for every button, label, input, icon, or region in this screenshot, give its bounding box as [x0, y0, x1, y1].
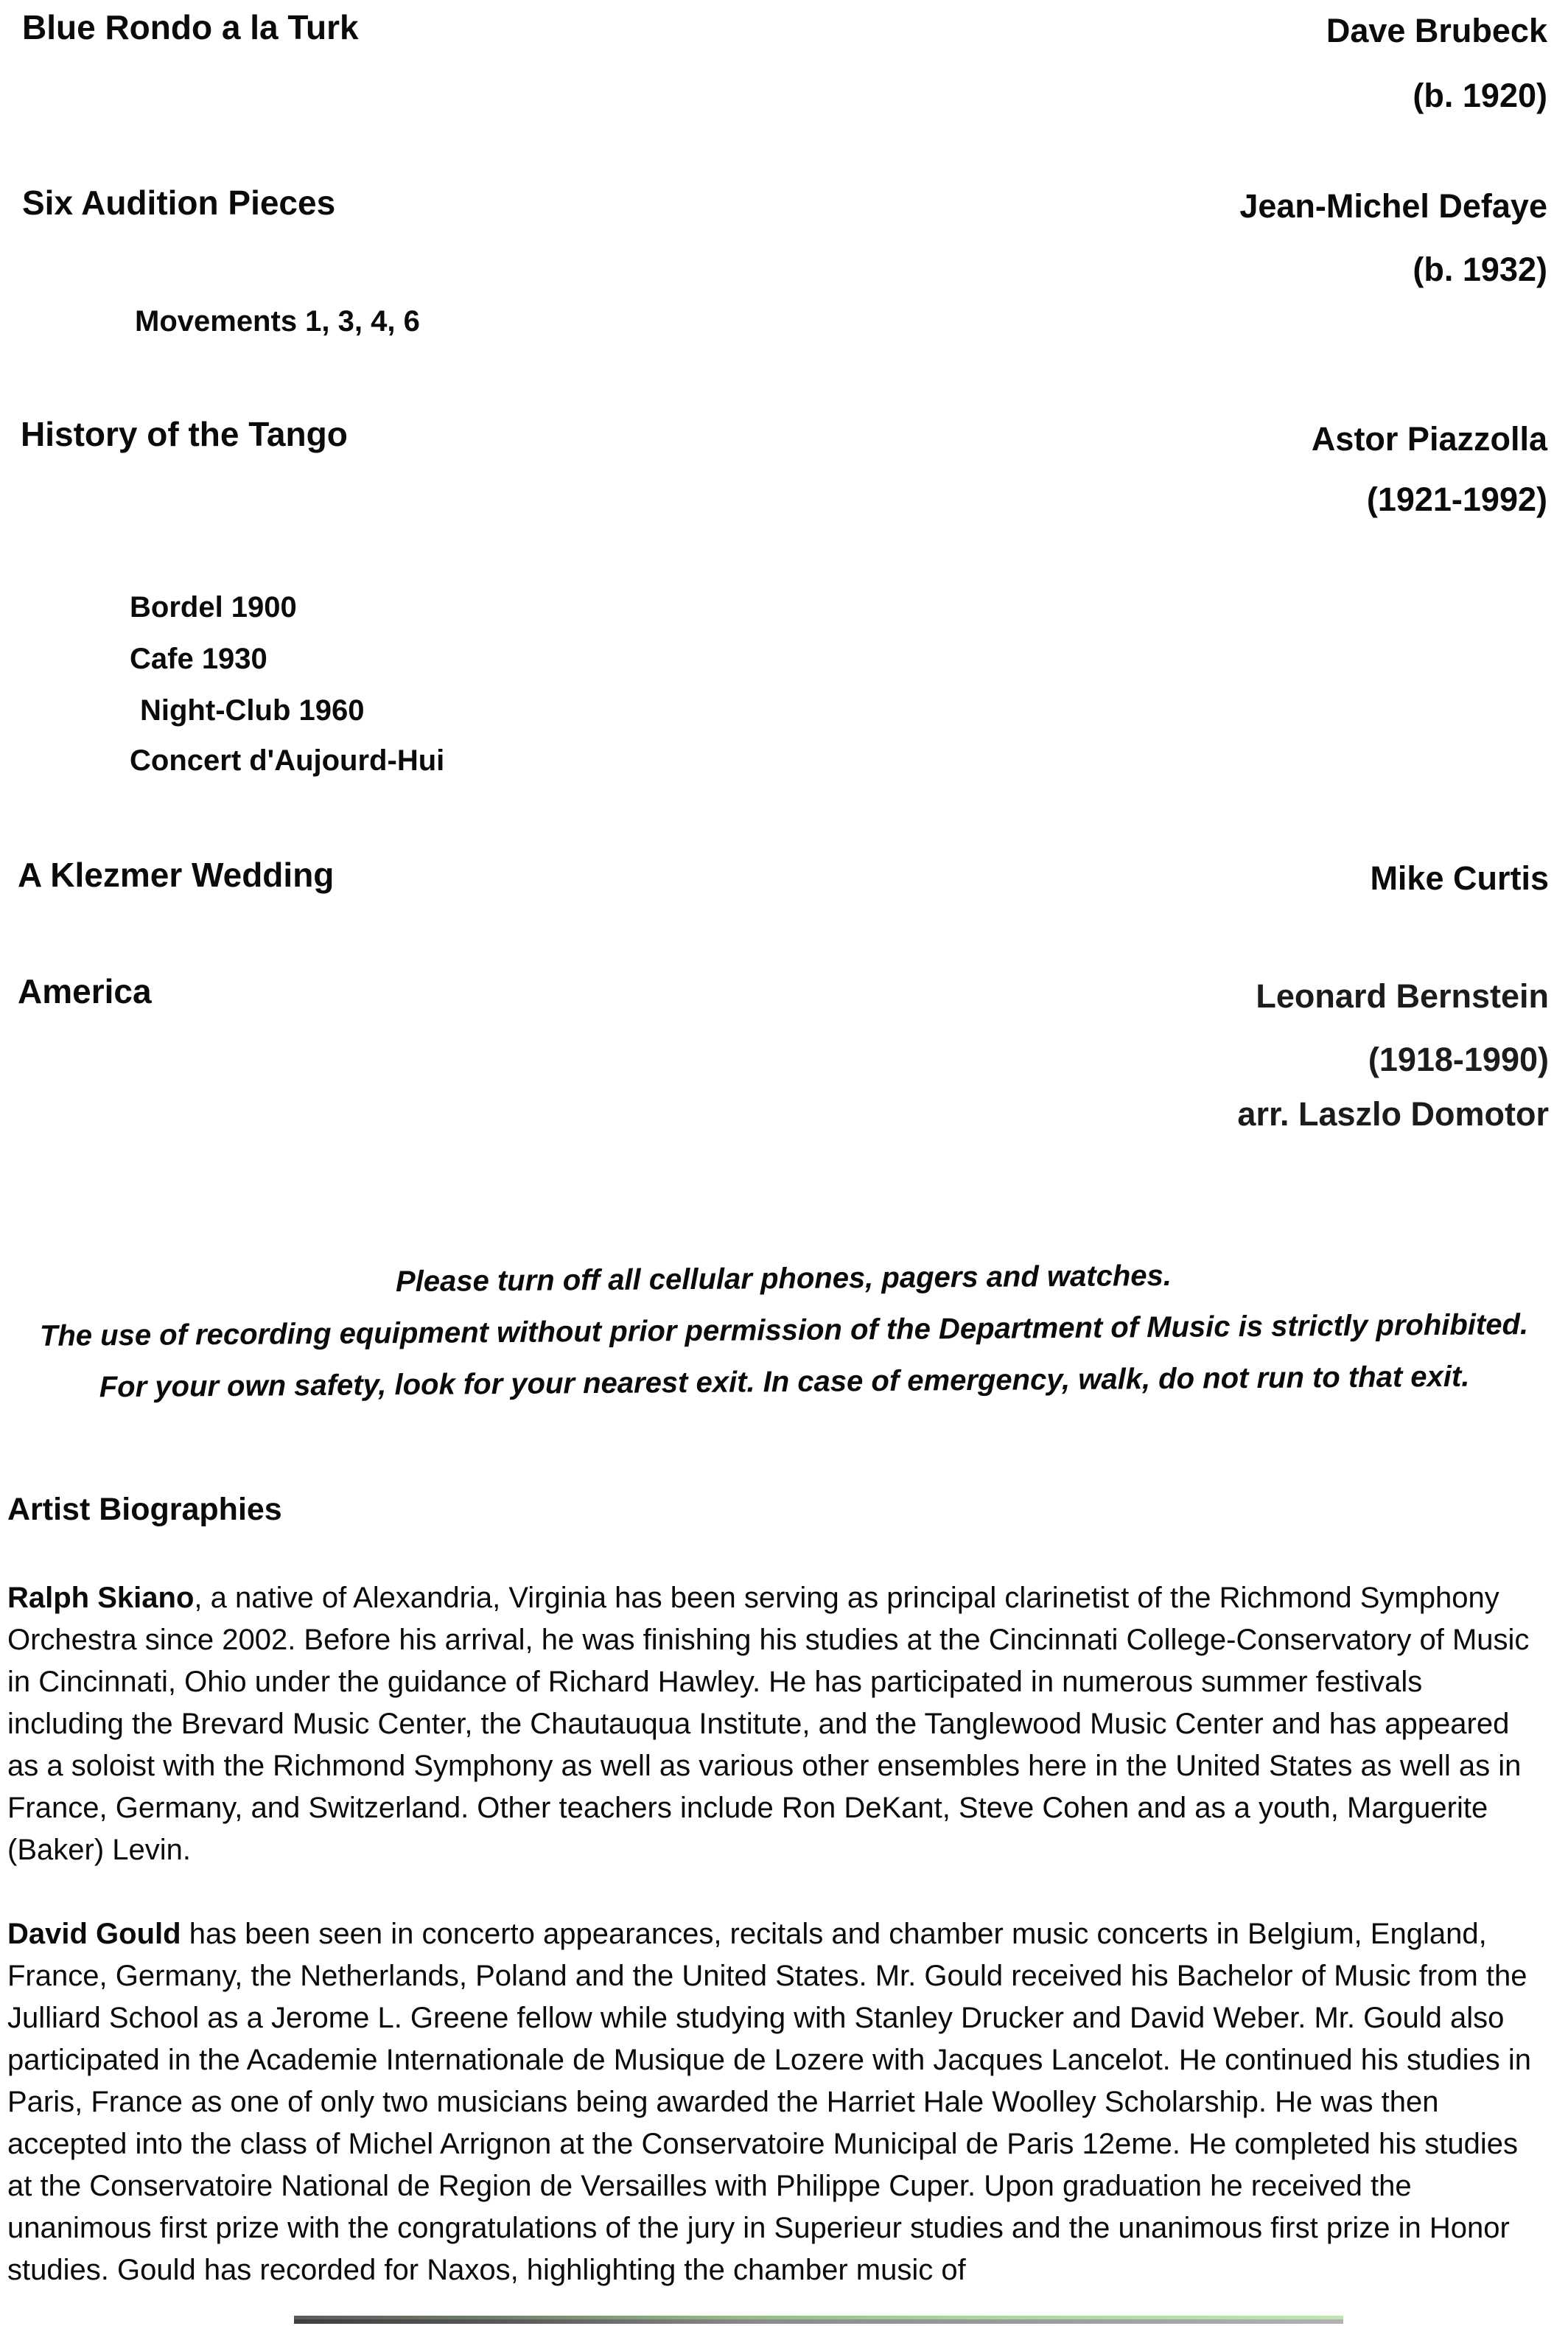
piece-3-title: History of the Tango: [21, 415, 348, 453]
tango-movement-3: Night-Club 1960: [140, 694, 365, 727]
piece-2-title: Six Audition Pieces: [22, 184, 336, 222]
scan-edge-artifact-gray-strip: [294, 2319, 1343, 2324]
piece-3-composer: Astor Piazzolla: [1311, 420, 1547, 458]
piece-2-composer-dates: (b. 1932): [1413, 251, 1547, 288]
bio-ralph-skiano: [7, 1577, 1546, 1871]
bio-ralph-skiano-name: Ralph Skiano: [7, 1582, 195, 1614]
piece-5-arranger: arr. Laszlo Domotor: [1237, 1095, 1549, 1133]
notice-line-phones: Please turn off all cellular phones, pagers and watches.: [395, 1259, 1172, 1299]
piece-3-composer-dates: (1921-1992): [1366, 481, 1547, 518]
notice-line-exit: For your own safety, look for your nearest exit. In case of emergency, walk, do not run to that exit.: [99, 1360, 1470, 1404]
piece-4-title: A Klezmer Wedding: [18, 856, 335, 894]
biographies-heading: Artist Biographies: [7, 1492, 282, 1527]
bio-david-gould-name: David Gould: [7, 1918, 181, 1950]
tango-movement-2: Cafe 1930: [130, 643, 267, 675]
piece-1-title: Blue Rondo a la Turk: [22, 8, 359, 46]
tango-movement-1: Bordel 1900: [130, 591, 297, 624]
audience-notice: [0, 1247, 1568, 1414]
notice-line-recording: The use of recording equipment without prior permission of the Department of Music is strictly prohibited.: [39, 1308, 1529, 1352]
piece-2-movements-line: Movements 1, 3, 4, 6: [135, 305, 420, 338]
scan-edge-artifact: [294, 2316, 1343, 2324]
piece-1-composer: Dave Brubeck: [1326, 12, 1547, 49]
bio-david-gould: [7, 1913, 1546, 2291]
piece-5-composer-dates: (1918-1990): [1368, 1041, 1549, 1078]
bio-ralph-skiano-text: , a native of Alexandria, Virginia has been serving as principal clarinetist of the Richmond Symphony Orchestra since 2002. Before his arrival, he was finishing his studies at the Cincinnati College-Conservatory of Music in Cincinnati, Ohio under the guidance of Richard Hawley. He has participated in numerous summer festivals including the Brevard Music Center, the Chautauqua Institute, and the Tanglewood Music Center and has appeared as a soloist with the Richmond Symphony as well as various other ensembles here in the United States as well as in France, Germany, and Switzerland. Other teachers include Ron DeKant, Steve Cohen and as a youth, Marguerite (Baker) Levin.: [7, 1582, 1530, 1866]
piece-1-composer-dates: (b. 1920): [1413, 77, 1547, 114]
piece-2-composer: Jean-Michel Defaye: [1239, 187, 1547, 225]
bio-david-gould-text: has been seen in concerto appearances, recitals and chamber music concerts in Belgium, England, France, Germany, the Netherlands, Poland and the United States. Mr. Gould received his Bachelor of Music from the Julliard School as a Jerome L. Greene fellow while studying with Stanley Drucker and David Weber. Mr. Gould also participated in the Academie Internationale de Musique de Lozere with Jacques Lancelot. He continued his studies in Paris, France as one of only two musicians being awarded the Harriet Hale Woolley Scholarship. He was then accepted into the class of Michel Arrignon at the Conservatoire Municipal de Paris 12eme. He completed his studies at the Conservatoire National de Region de Versailles with Philippe Cuper. Upon graduation he received the unanimous first prize with the congratulations of the jury in Superieur studies and the unanimous first prize in Honor studies. Gould has recorded for Naxos, highlighting the chamber music of: [7, 1918, 1531, 2286]
piece-5-composer: Leonard Bernstein: [1256, 977, 1549, 1015]
piece-4-composer: Mike Curtis: [1370, 859, 1549, 897]
tango-movement-4: Concert d'Aujourd-Hui: [130, 744, 445, 777]
piece-5-title: America: [18, 972, 152, 1010]
